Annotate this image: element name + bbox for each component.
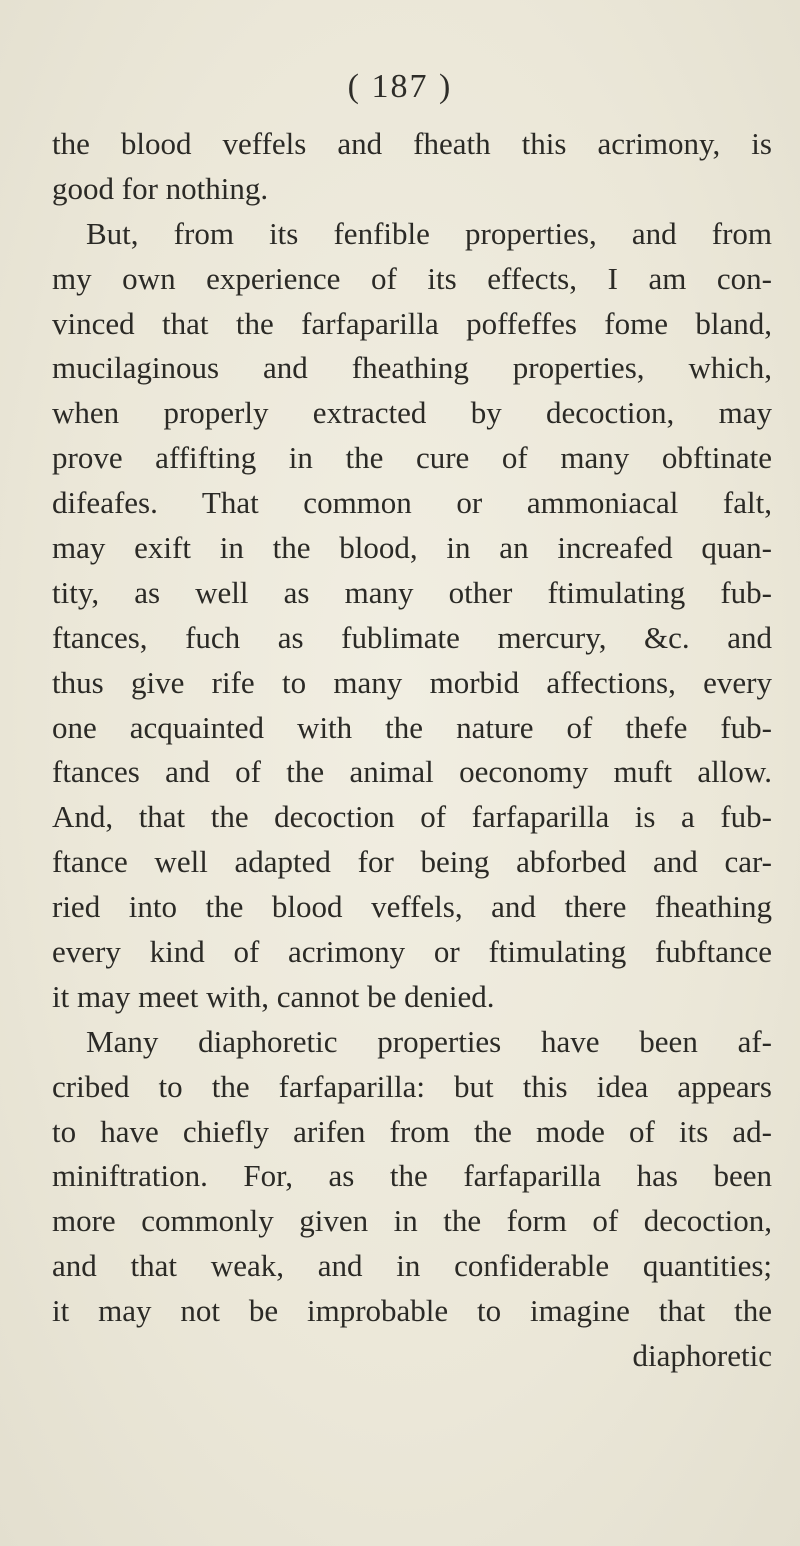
text-line: more commonly given in the form of decoction, xyxy=(52,1203,772,1239)
text-line: may exift in the blood, in an increafed quan- xyxy=(52,530,772,566)
text-line: difeafes. That common or ammoniacal falt, xyxy=(52,485,772,521)
text-line: miniftration. For, as the farfaparilla has been xyxy=(52,1158,772,1194)
text-line: ried into the blood veffels, and there fheathing xyxy=(52,889,772,925)
text-line: when properly extracted by decoction, may xyxy=(52,395,772,431)
text-line: one acquainted with the nature of thefe fub- xyxy=(52,709,772,745)
text-line: good for nothing. xyxy=(52,170,269,206)
text-line: ftance well adapted for being abforbed and car- xyxy=(52,844,772,880)
text-line: thus give rife to many morbid affections, every xyxy=(52,664,772,700)
body-text xyxy=(52,122,772,1379)
text-line: mucilaginous and fheathing properties, which, xyxy=(52,350,772,386)
text-line: cribed to the farfaparilla: but this idea appears xyxy=(52,1068,772,1104)
text-line: every kind of acrimony or ftimulating fubftance xyxy=(52,934,772,970)
text-line: Many diaphoretic properties have been af- xyxy=(86,1023,772,1059)
text-line: And, that the decoction of farfaparilla is a fub- xyxy=(52,799,772,835)
text-line: my own experience of its effects, I am con- xyxy=(52,260,772,296)
text-line: ftances and of the animal oeconomy muft allow. xyxy=(52,754,772,790)
text-line: the blood veffels and fheath this acrimony, is xyxy=(52,126,772,161)
text-line: ftances, fuch as fublimate mercury, &c. and xyxy=(52,619,772,655)
text-line: vinced that the farfaparilla poffeffes fome bland, xyxy=(52,305,772,341)
text-line: tity, as well as many other ftimulating fub- xyxy=(52,574,772,610)
text-line: to have chiefly arifen from the mode of its ad- xyxy=(52,1113,772,1149)
text-line: prove affifting in the cure of many obftinate xyxy=(52,440,772,476)
text-line: and that weak, and in confiderable quantities; xyxy=(52,1248,772,1284)
text-line: it may meet with, cannot be denied. xyxy=(52,978,495,1014)
text-line: it may not be improbable to imagine that the xyxy=(52,1293,772,1329)
catchword: diaphoretic xyxy=(632,1338,772,1374)
text-line: But, from its fenfible properties, and from xyxy=(86,215,772,251)
page-number: ( 187 ) xyxy=(347,68,453,105)
